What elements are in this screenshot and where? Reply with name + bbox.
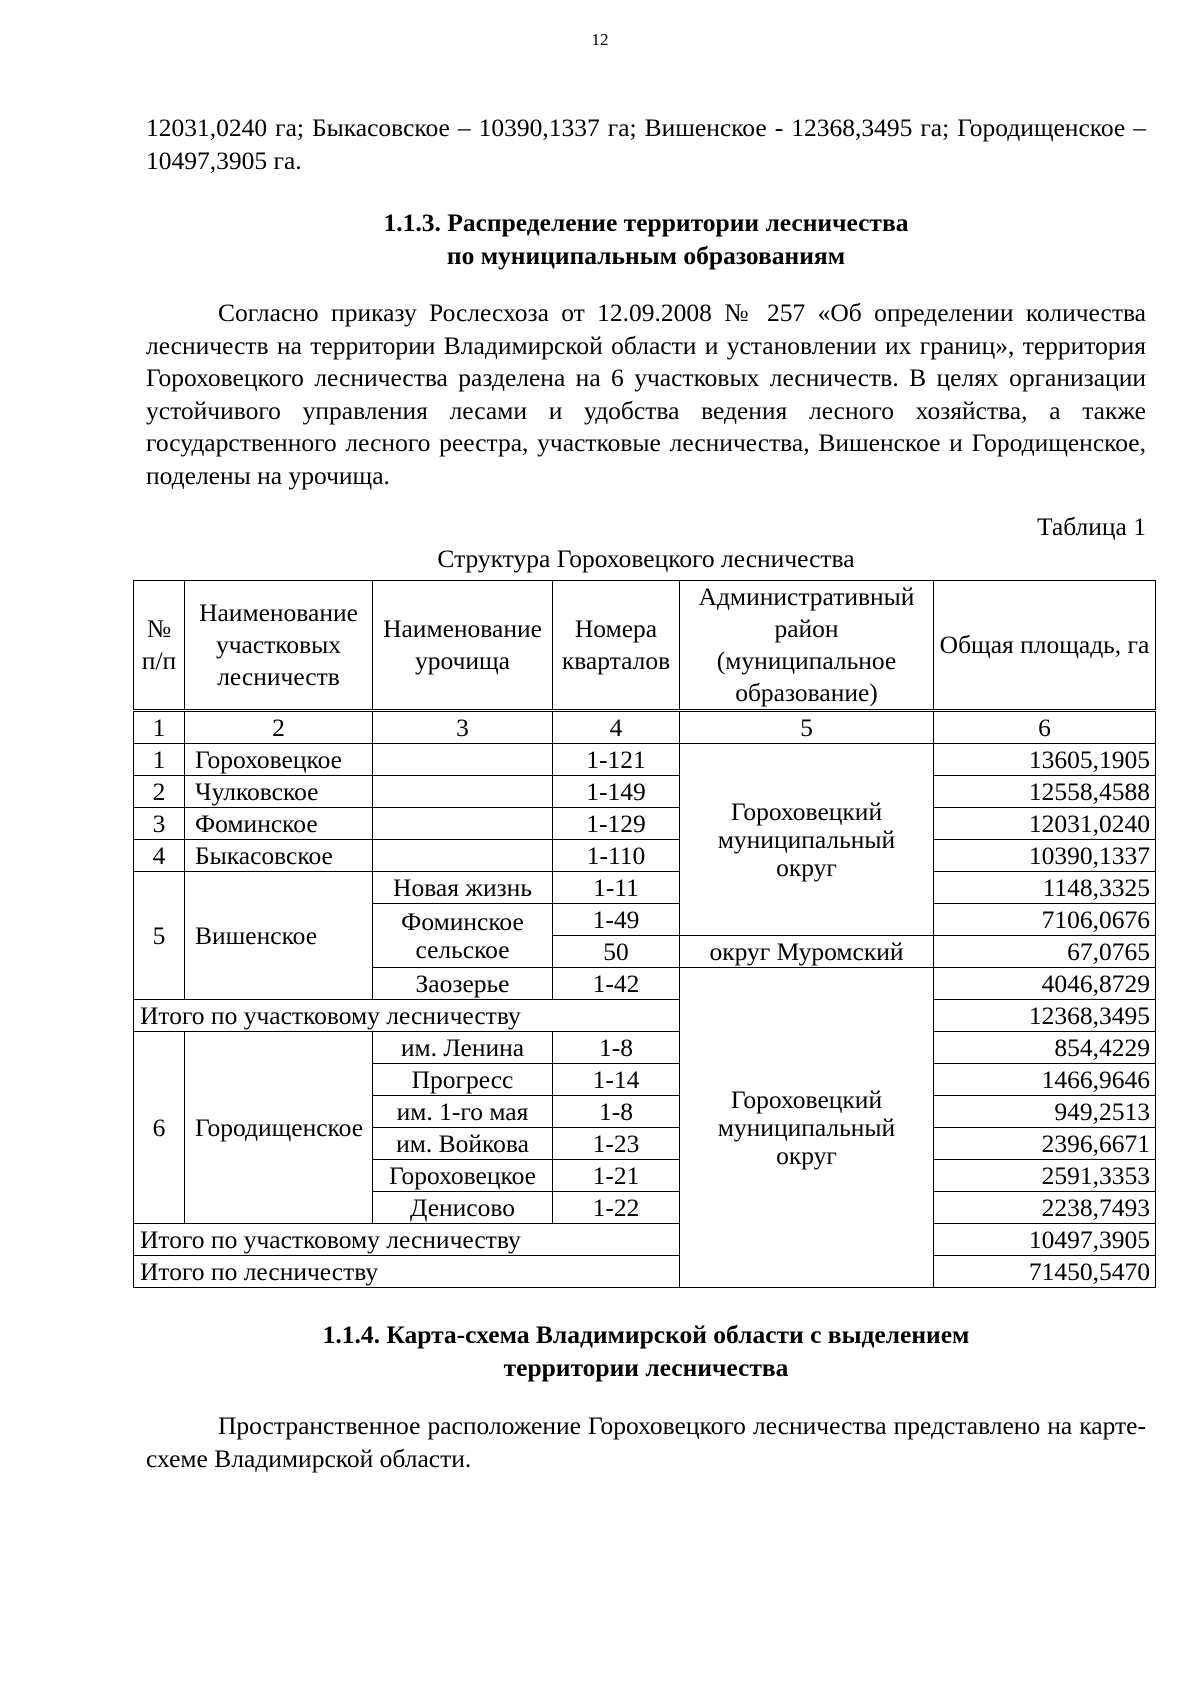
table-row — [134, 776, 1156, 808]
table-row — [134, 744, 1156, 776]
subtotal-label: Итого по участковому лесничеству — [134, 1000, 680, 1032]
district-gorokhovets-upper: Гороховецкий муниципальный округ — [680, 744, 934, 936]
row-number: 5 — [134, 872, 185, 1000]
section-113-title — [146, 206, 1146, 272]
district-gorokhovets-lower: Гороховецкий муниципальный округ — [680, 968, 934, 1288]
total-area: 71450,5470 — [934, 1256, 1156, 1288]
quarters: 1-8 — [553, 1032, 680, 1064]
area: 2396,6671 — [934, 1128, 1156, 1160]
tract-name — [373, 744, 553, 776]
tract-name: им. 1-го мая — [373, 1096, 553, 1128]
total-row — [134, 1256, 1156, 1288]
column-number: 3 — [373, 711, 553, 744]
forestry-name: Вишенское — [185, 872, 373, 1000]
tract-name: им. Ленина — [373, 1032, 553, 1064]
table-row — [134, 872, 1156, 904]
subtotal-label: Итого по участковому лесничеству — [134, 1224, 680, 1256]
row-number: 3 — [134, 808, 185, 840]
tract-name — [373, 808, 553, 840]
row-number: 4 — [134, 840, 185, 872]
row-number: 1 — [134, 744, 185, 776]
subtotal-row — [134, 1000, 1156, 1032]
subtotal-area: 10497,3905 — [934, 1224, 1156, 1256]
district-murom: округ Муромский — [680, 936, 934, 968]
table-row — [134, 840, 1156, 872]
quarters: 1-11 — [553, 872, 680, 904]
total-label: Итого по лесничеству — [134, 1256, 934, 1288]
forestry-name: Городищенское — [185, 1032, 373, 1224]
section-114-title — [146, 1318, 1146, 1384]
area: 10390,1337 — [934, 840, 1156, 872]
tract-name: Заозерье — [373, 968, 553, 1000]
area: 67,0765 — [934, 936, 1156, 968]
tract-name: им. Войкова — [373, 1128, 553, 1160]
quarters: 1-22 — [553, 1192, 680, 1224]
table-row — [134, 808, 1156, 840]
header-district: Административный район (муниципальное образование) — [680, 581, 934, 711]
area: 12558,4588 — [934, 776, 1156, 808]
quarters: 1-42 — [553, 968, 680, 1000]
table-number: Таблица 1 — [1036, 512, 1146, 541]
section-114-title-line2: территории лесничества — [503, 1353, 789, 1382]
tract-name: Прогресс — [373, 1064, 553, 1096]
intro-paragraph: 12031,0240 га; Быкасовское – 10390,1337 га; Вишенское - 12368,3495 га; Городищенское – 10497,3905 га. — [146, 113, 1146, 175]
quarters: 1-14 — [553, 1064, 680, 1096]
row-number: 2 — [134, 776, 185, 808]
quarters: 1-121 — [553, 744, 680, 776]
column-number: 1 — [134, 711, 185, 744]
table-row — [134, 1032, 1156, 1064]
forestry-name: Гороховецкое — [185, 744, 373, 776]
column-number: 6 — [934, 711, 1156, 744]
area: 12031,0240 — [934, 808, 1156, 840]
section-114-paragraph: Пространственное расположение Гороховецкого лесничества представлено на карте-схеме Владимирской области. — [146, 1411, 1146, 1473]
quarters: 1-21 — [553, 1160, 680, 1192]
page-number: 12 — [591, 30, 609, 49]
tract-name — [373, 776, 553, 808]
subtotal-row — [134, 1224, 1156, 1256]
area: 4046,8729 — [934, 968, 1156, 1000]
forestry-name: Фоминское — [185, 808, 373, 840]
row-number: 6 — [134, 1032, 185, 1224]
area: 13605,1905 — [934, 744, 1156, 776]
tract-name: Денисово — [373, 1192, 553, 1224]
header-quarters: Номера кварталов — [553, 581, 680, 711]
header-area: Общая площадь, га — [934, 581, 1156, 711]
section-114-title-line1: 1.1.4. Карта-схема Владимирской области с выделением — [322, 1320, 970, 1349]
section-113-title-line2: по муниципальным образованиям — [446, 241, 846, 270]
column-number: 2 — [185, 711, 373, 744]
document-body — [140, 112, 1150, 1475]
area: 854,4229 — [934, 1032, 1156, 1064]
section-113-paragraph: Согласно приказу Рослесхоза от 12.09.2008 № 257 «Об определении количества лесничеств на территории Владимирской области и установлении их границ», территория Гороховецкого лесничества разделена на 6 участковых лесничеств. В целях организации устойчивого управления лесами и удобства ведения лесного хозяйства, а также государственного лесного реестра, участковые лесничества, Вишенское и Городищенское, поделены на урочища. — [146, 298, 1146, 490]
table-title: Структура Гороховецкого лесничества — [437, 544, 855, 573]
header-number: № п/п — [134, 581, 185, 711]
quarters: 1-23 — [553, 1128, 680, 1160]
forestry-structure-table — [133, 580, 1156, 1288]
quarters: 1-110 — [553, 840, 680, 872]
quarters: 1-129 — [553, 808, 680, 840]
tract-name: Новая жизнь — [373, 872, 553, 904]
quarters: 50 — [553, 936, 680, 968]
quarters: 1-49 — [553, 904, 680, 936]
tract-name: Фоминское сельское — [373, 904, 553, 968]
area: 2238,7493 — [934, 1192, 1156, 1224]
tract-name — [373, 840, 553, 872]
quarters: 1-149 — [553, 776, 680, 808]
area: 2591,3353 — [934, 1160, 1156, 1192]
header-tract-name: Наименование урочища — [373, 581, 553, 711]
forestry-name: Быкасовское — [185, 840, 373, 872]
column-number: 4 — [553, 711, 680, 744]
section-113-title-line1: 1.1.3. Распределение территории лесничества — [383, 208, 909, 237]
subtotal-area: 12368,3495 — [934, 1000, 1156, 1032]
forestry-name: Чулковское — [185, 776, 373, 808]
quarters: 1-8 — [553, 1096, 680, 1128]
area: 1466,9646 — [934, 1064, 1156, 1096]
area: 1148,3325 — [934, 872, 1156, 904]
header-forestry-name: Наименование участковых лесничеств — [185, 581, 373, 711]
column-number: 5 — [680, 711, 934, 744]
area: 949,2513 — [934, 1096, 1156, 1128]
area: 7106,0676 — [934, 904, 1156, 936]
tract-name: Гороховецкое — [373, 1160, 553, 1192]
